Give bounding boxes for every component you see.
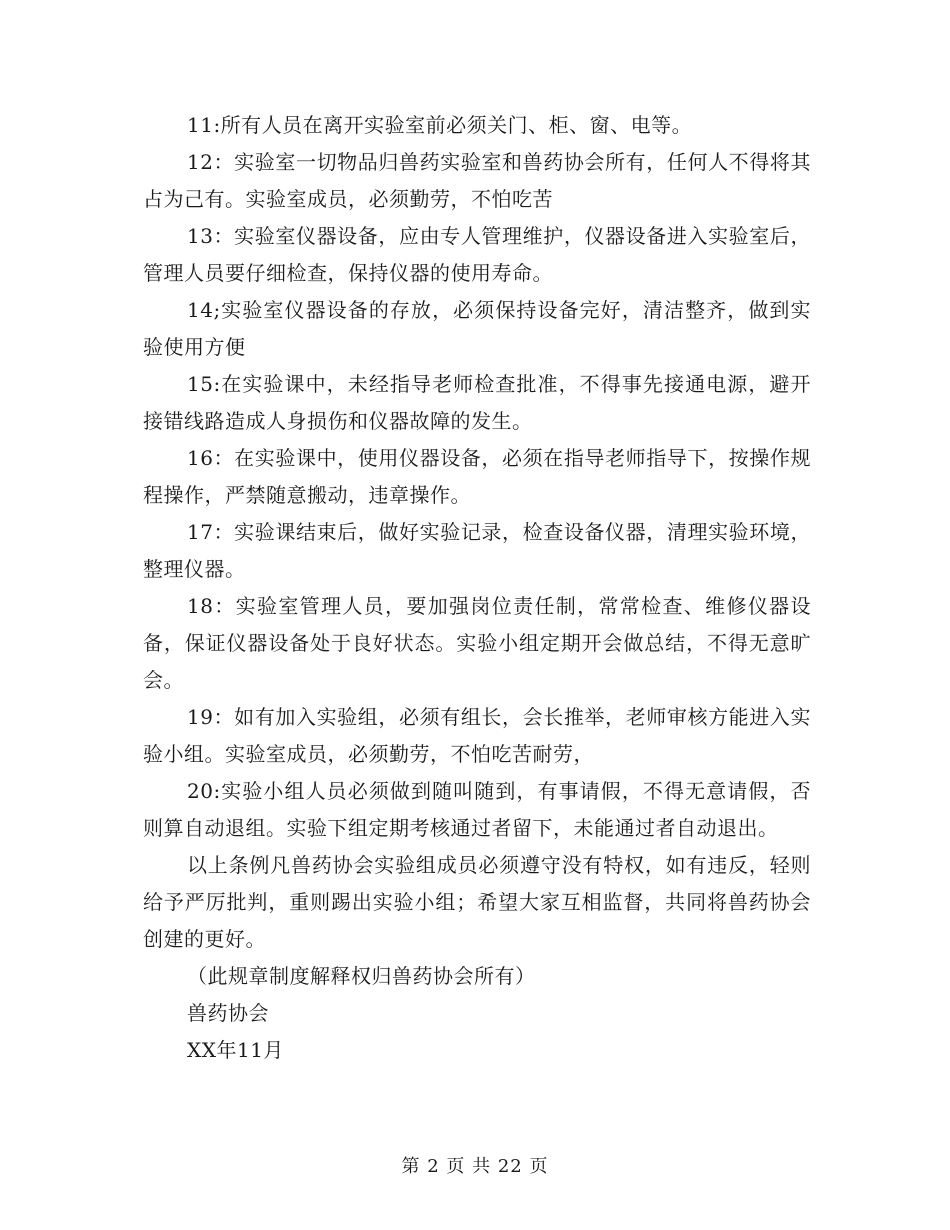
copyright-note: （此规章制度解释权归兽药协会所有） — [187, 964, 536, 988]
page-number: 第 2 页 共 22 页 — [401, 1156, 549, 1177]
rule-paragraph-11: 11:所有人员在离开实验室前必须关门、柜、窗、电等。 — [187, 113, 693, 137]
rule-paragraph-14: 14;实验室仪器设备的存放，必须保持设备完好，清洁整齐，做到实验使用方便 — [143, 298, 811, 359]
rule-paragraph-19: 19：如有加入实验组，必须有组长，会长推举，老师审核方能进入实验小组。实验室成员，必须勤劳，不怕吃苦耐劳， — [143, 705, 811, 766]
signature: 兽药协会 — [187, 1001, 269, 1025]
rule-paragraph-15: 15:在实验课中，未经指导老师检查批准，不得事先接通电源，避开接错线路造成人身损伤和仪器故障的发生。 — [143, 372, 811, 433]
page-footer — [0, 1152, 950, 1178]
closing-paragraph: 以上条例凡兽药协会实验组成员必须遵守没有特权，如有违反，轻则给予严厉批判，重则踢出实验小组；希望大家互相监督，共同将兽药协会创建的更好。 — [143, 853, 811, 951]
rule-paragraph-20: 20:实验小组人员必须做到随叫随到，有事请假，不得无意请假，否则算自动退组。实验下组定期考核通过者留下，未能通过者自动退出。 — [143, 779, 811, 840]
document-body — [143, 107, 811, 1069]
rule-paragraph-13: 13：实验室仪器设备，应由专人管理维护，仪器设备进入实验室后，管理人员要仔细检查，保持仪器的使用寿命。 — [143, 224, 811, 285]
document-date: XX年11月 — [187, 1038, 284, 1062]
rule-paragraph-12: 12：实验室一切物品归兽药实验室和兽药协会所有，任何人不得将其占为己有。实验室成员，必须勤劳，不怕吃苦 — [143, 150, 811, 211]
rule-paragraph-16: 16：在实验课中，使用仪器设备，必须在指导老师指导下，按操作规程操作，严禁随意搬动，违章操作。 — [143, 446, 811, 507]
rule-paragraph-18: 18：实验室管理人员，要加强岗位责任制，常常检查、维修仪器设备，保证仪器设备处于良好状态。实验小组定期开会做总结，不得无意旷会。 — [143, 594, 811, 692]
rule-paragraph-17: 17：实验课结束后，做好实验记录，检查设备仪器，清理实验环境，整理仪器。 — [143, 520, 811, 581]
